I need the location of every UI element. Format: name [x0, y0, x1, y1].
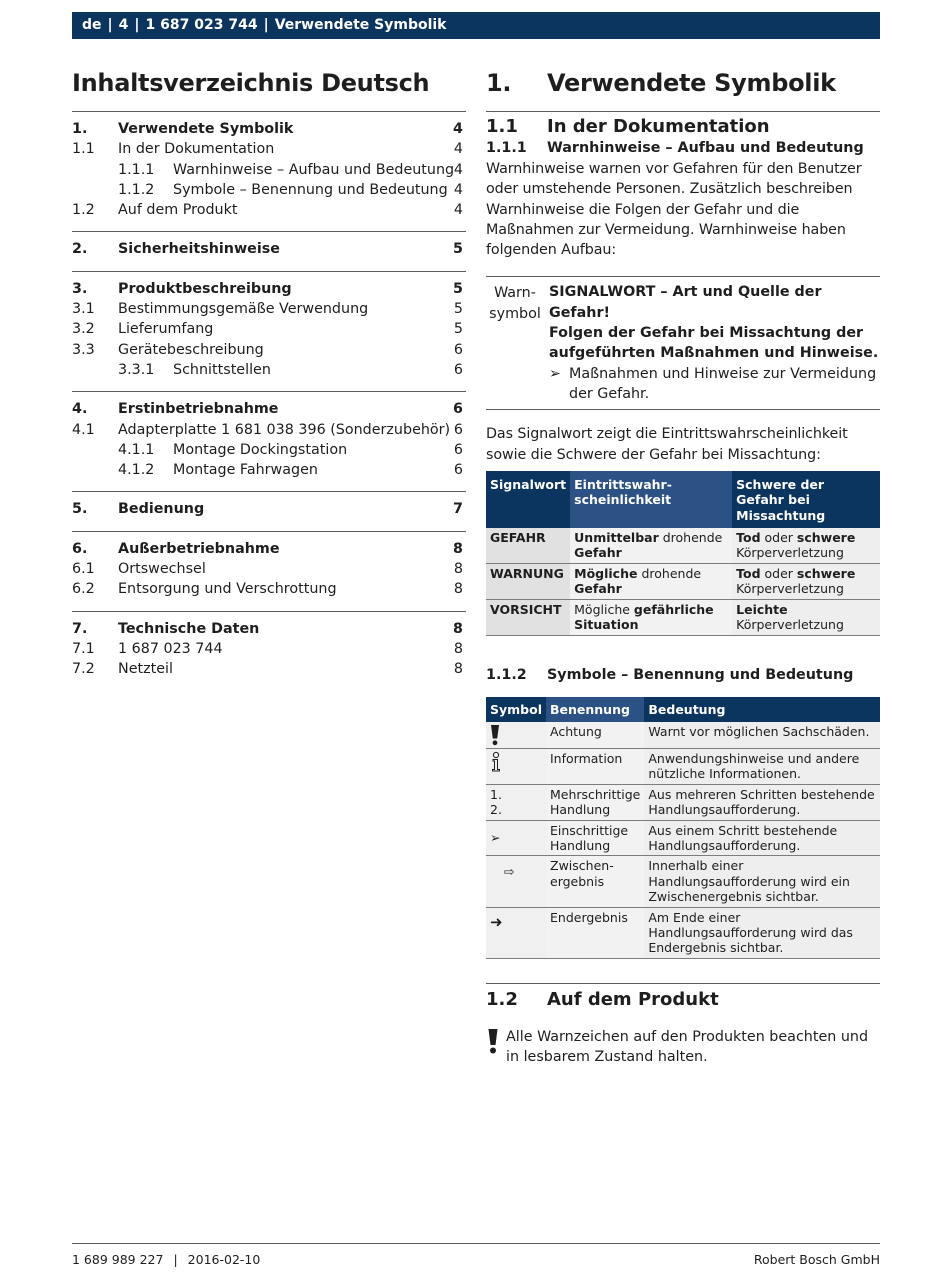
symbol-meaning-cell: Anwendungshinweise und andere nützliche Informationen.	[644, 748, 880, 784]
section-heading-1-1	[486, 115, 880, 139]
section-title: Symbole – Benennung und Bedeutung	[547, 666, 854, 683]
toc-entry-number: 1.1	[72, 141, 95, 158]
warning-symbol-label: Warnsymbol	[489, 285, 541, 322]
severity-emphasis: schwere	[796, 530, 856, 546]
toc-entry-number: 2.	[72, 241, 88, 258]
section-title: Auf dem Produkt	[547, 988, 719, 1010]
column-header-symbol: Symbol	[486, 697, 546, 722]
final-result-arrow-icon: ➜	[490, 912, 503, 931]
table-header-row	[486, 471, 880, 528]
table-row	[486, 563, 880, 599]
severity-emphasis: Tod	[736, 530, 761, 546]
toc-entry-label: Symbole – Benennung und Bedeutung	[173, 181, 448, 198]
section-heading-1	[486, 66, 880, 100]
toc-entry-page: 8	[453, 661, 463, 678]
toc-entry[interactable]	[72, 659, 466, 679]
page-footer	[72, 1243, 880, 1267]
column-header-meaning: Bedeutung	[644, 697, 880, 722]
symbol-name-cell: Zwischenergebnis	[546, 856, 644, 907]
probability-emphasis: Mögliche	[574, 565, 638, 581]
section-number: 1.2	[486, 988, 518, 1010]
probability-emphasis: gefährliche Situation	[574, 601, 714, 633]
toc-entry-page: 6	[453, 341, 463, 358]
toc-section	[72, 231, 466, 270]
column-header-signal-word: Signalwort	[486, 471, 570, 528]
toc-entry-label: Montage Dockingstation	[173, 441, 348, 458]
section-number: 1.1.2	[486, 666, 527, 683]
footer-left	[72, 1252, 260, 1268]
toc-entry-page: 4	[453, 161, 463, 178]
symbol-cell	[486, 820, 546, 856]
toc-entry-label: Gerätebeschreibung	[118, 341, 264, 358]
toc-entry[interactable]	[72, 139, 466, 159]
toc-entry-page: 4	[453, 141, 463, 158]
toc-entry-number: 6.1	[72, 561, 95, 578]
signal-word-cell: WARNUNG	[486, 563, 570, 599]
consequences-line: Folgen der Gefahr bei Missachtung der aufgeführten Maßnahmen und Hinweise.	[549, 325, 879, 362]
toc-entry-number: 3.2	[72, 321, 95, 338]
toc-entry-label: In der Dokumentation	[118, 141, 275, 158]
symbol-meaning-cell: Am Ende einer Handlungsaufforderung wird das Endergebnis sichtbar.	[644, 907, 880, 958]
probability-text: drohende	[637, 565, 702, 581]
action-text: Maßnahmen und Hinweise zur Vermeidung der Gefahr.	[569, 365, 877, 402]
toc-entry-number: 3.	[72, 280, 88, 297]
toc-entry-page: 6	[453, 462, 463, 479]
symbol-table-body	[486, 722, 880, 958]
toc-entry[interactable]	[72, 279, 466, 299]
header-page: 4	[118, 17, 129, 33]
toc-entry-label: Technische Daten	[118, 620, 260, 637]
toc-section	[72, 491, 466, 530]
footer-separator: |	[173, 1252, 178, 1267]
toc-entry-page: 6	[453, 441, 463, 458]
symbol-meaning-cell: Aus einem Schritt bestehende Handlungsaufforderung.	[644, 820, 880, 856]
toc-entry-number: 4.1.1	[118, 441, 155, 458]
toc-entry-label: Ortswechsel	[118, 561, 206, 578]
toc-entry[interactable]	[72, 460, 466, 480]
toc-entry-number: 3.3	[72, 341, 95, 358]
toc-entry-number: 7.1	[72, 640, 95, 657]
toc-entry[interactable]	[72, 619, 466, 639]
toc-entry-page: 8	[453, 581, 463, 598]
section-title: Warnhinweise – Aufbau und Bedeutung	[547, 140, 864, 156]
column-header-probability: Eintrittswahrscheinlichkeit	[570, 471, 732, 528]
toc-entry-label: Erstinbetriebnahme	[118, 401, 279, 418]
symbol-meaning-cell: Warnt vor möglichen Sachschäden.	[644, 722, 880, 749]
toc-entry[interactable]	[72, 119, 466, 139]
exclamation-icon	[490, 724, 542, 746]
toc-entry-page: 8	[453, 540, 463, 557]
toc-entry-page: 4	[453, 181, 463, 198]
toc-entry-number: 4.	[72, 401, 88, 418]
probability-emphasis: Gefahr	[574, 545, 622, 561]
signal-word-table	[486, 471, 880, 636]
toc-entry-page: 5	[453, 241, 463, 258]
page-header-bar	[72, 12, 880, 39]
toc-entry-page: 8	[453, 561, 463, 578]
probability-text: Mögliche	[574, 601, 634, 617]
toc-entry-label: Bedienung	[118, 501, 205, 518]
footer-date: 2016-02-10	[187, 1252, 261, 1267]
symbol-table	[486, 697, 880, 959]
toc-entry-label: Außerbetriebnahme	[118, 540, 280, 557]
toc-entry-page: 6	[453, 361, 463, 378]
symbol-name-cell: Mehrschrittige Handlung	[546, 784, 644, 820]
toc-entry-number: 3.1	[72, 301, 95, 318]
toc-entry-page: 4	[453, 202, 463, 219]
signal-word-cell: GEFAHR	[486, 528, 570, 563]
toc-entry-number: 1.	[72, 121, 88, 137]
info-icon	[490, 751, 542, 773]
symbol-cell	[486, 856, 546, 907]
symbol-name-cell: Information	[546, 748, 644, 784]
table-row	[486, 907, 880, 958]
toc-entry-label: Adapterplatte 1 681 038 396 (Sonderzubehör)	[118, 421, 451, 438]
toc-entry[interactable]	[72, 160, 466, 180]
symbol-cell	[486, 907, 546, 958]
severity-cell	[732, 563, 880, 599]
probability-emphasis: Unmittelbar	[574, 530, 659, 546]
header-separator: |	[134, 17, 140, 33]
section-number: 1.1	[486, 116, 518, 137]
exclamation-icon	[487, 1028, 499, 1060]
toc-entry-page: 6	[453, 421, 463, 438]
severity-text: Körperverletzung	[736, 581, 844, 597]
table-row	[486, 820, 880, 856]
section-number: 1.	[486, 69, 512, 97]
toc-entry-page: 5	[453, 280, 463, 297]
toc-entry-number: 6.2	[72, 581, 95, 598]
symbol-cell	[486, 784, 546, 820]
toc-entry-number: 1.2	[72, 202, 95, 219]
probability-text: drohende	[658, 530, 723, 546]
action-line	[549, 364, 880, 405]
toc-entry-label: Bestimmungsgemäße Verwendung	[118, 301, 369, 318]
numbered-steps-icon: 1. 2.	[490, 786, 502, 818]
table-of-contents	[72, 66, 466, 691]
toc-entry-label: Montage Fahrwagen	[173, 462, 318, 479]
toc-entry-label: Lieferumfang	[118, 321, 214, 338]
header-doc-number: 1 687 023 744	[145, 17, 258, 33]
symbol-name-cell: Einschrittige Handlung	[546, 820, 644, 856]
section-title: Verwendete Symbolik	[547, 69, 836, 97]
symbol-name-cell: Achtung	[546, 722, 644, 749]
symbol-cell	[486, 722, 546, 749]
warning-structure-box	[486, 276, 880, 410]
section-heading-1-1-1	[486, 139, 880, 158]
toc-entry-label: Produktbeschreibung	[118, 280, 292, 297]
header-section: Verwendete Symbolik	[274, 17, 447, 33]
table-row	[486, 784, 880, 820]
product-warning-note	[486, 1027, 880, 1068]
toc-entry[interactable]	[72, 440, 466, 460]
toc-section	[72, 611, 466, 691]
table-row	[486, 722, 880, 749]
toc-entry[interactable]	[72, 399, 466, 419]
toc-entry-number: 4.1	[72, 421, 95, 438]
column-header-name: Benennung	[546, 697, 644, 722]
table-row	[486, 599, 880, 635]
toc-entry-number: 6.	[72, 540, 88, 557]
symbol-meaning-cell: Aus mehreren Schritten bestehende Handlungsaufforderung.	[644, 784, 880, 820]
toc-entry-label: 1 687 023 744	[118, 640, 223, 657]
severity-emphasis: Tod	[736, 565, 761, 581]
toc-entry-number: 4.1.2	[118, 462, 155, 479]
toc-section	[72, 111, 466, 231]
severity-text: oder	[760, 530, 797, 546]
toc-entry-label: Sicherheitshinweise	[118, 241, 280, 258]
toc-entry-number: 7.2	[72, 661, 95, 678]
probability-cell	[570, 528, 732, 563]
severity-emphasis: schwere	[796, 565, 856, 581]
toc-entry[interactable]	[72, 200, 466, 220]
symbol-cell	[486, 748, 546, 784]
toc-entry-page: 6	[453, 401, 463, 418]
action-arrow-icon: ➢	[549, 365, 561, 382]
toc-entry-label: Auf dem Produkt	[118, 202, 238, 219]
header-separator: |	[107, 17, 113, 33]
toc-title: Inhaltsverzeichnis Deutsch	[72, 69, 430, 97]
severity-text: Körperverletzung	[736, 545, 844, 561]
header-lang: de	[82, 17, 102, 33]
toc-entry-label: Verwendete Symbolik	[118, 121, 294, 137]
footer-doc-id: 1 689 989 227	[72, 1252, 164, 1267]
single-step-arrow-icon: ➢	[490, 829, 501, 845]
severity-cell	[732, 599, 880, 635]
toc-entry-number: 5.	[72, 501, 88, 518]
toc-entry[interactable]	[72, 499, 466, 519]
toc-entry[interactable]	[72, 639, 466, 659]
toc-section	[72, 391, 466, 491]
toc-entry[interactable]	[72, 539, 466, 559]
toc-entry-number: 7.	[72, 620, 88, 637]
toc-entry-page: 7	[453, 501, 463, 518]
severity-text: Körperverletzung	[736, 617, 844, 633]
header-separator: |	[263, 17, 269, 33]
toc-entry-number: 1.1.1	[118, 161, 155, 178]
probability-cell	[570, 563, 732, 599]
table-row	[486, 528, 880, 563]
divider	[486, 983, 880, 984]
main-content	[486, 66, 880, 1067]
divider	[486, 111, 880, 112]
toc-entry-page: 5	[453, 321, 463, 338]
section-heading-1-1-2	[486, 666, 880, 685]
column-header-severity: Schwere der Gefahr bei Missachtung	[732, 471, 880, 528]
toc-entry-label: Warnhinweise – Aufbau und Bedeutung	[173, 161, 455, 178]
signal-word-cell: VORSICHT	[486, 599, 570, 635]
toc-section	[72, 531, 466, 611]
toc-sections	[72, 111, 466, 691]
section-title: In der Dokumentation	[547, 116, 770, 137]
toc-entry-page: 5	[453, 301, 463, 318]
warning-intro-paragraph: Warnhinweise warnen vor Gefahren für den Benutzer oder umstehende Personen. Zusätzlich beschreiben Warnhinweise die Folgen der Gefahr und die Maßnahmen zur Vermeidung. Warnhinweise haben folgenden Aufbau:	[486, 161, 862, 259]
toc-entry[interactable]	[72, 360, 466, 380]
table-row	[486, 856, 880, 907]
toc-entry-page: 8	[453, 640, 463, 657]
footer-company: Robert Bosch GmbH	[753, 1252, 880, 1267]
severity-cell	[732, 528, 880, 563]
toc-entry[interactable]	[72, 180, 466, 200]
toc-entry[interactable]	[72, 559, 466, 579]
toc-entry[interactable]	[72, 239, 466, 259]
symbol-name-cell: Endergebnis	[546, 907, 644, 958]
signal-table-body	[486, 528, 880, 635]
toc-entry[interactable]	[72, 319, 466, 339]
probability-emphasis: Gefahr	[574, 581, 622, 597]
toc-entry-label: Schnittstellen	[173, 361, 271, 378]
table-header-row	[486, 697, 880, 722]
warning-structure-content	[549, 282, 880, 404]
toc-entry-number: 1.1.2	[118, 181, 155, 198]
severity-text: oder	[760, 565, 797, 581]
probability-cell	[570, 599, 732, 635]
signal-word-line: SIGNALWORT – Art und Quelle der Gefahr!	[549, 284, 822, 321]
toc-section	[72, 271, 466, 391]
product-warning-text: Alle Warnzeichen auf den Produkten beachten und in lesbarem Zustand halten.	[506, 1028, 869, 1066]
section-heading-1-2	[486, 988, 880, 1012]
table-row	[486, 748, 880, 784]
toc-entry[interactable]	[72, 579, 466, 599]
toc-entry-page: 4	[453, 121, 463, 137]
toc-entry-label: Netzteil	[118, 661, 173, 678]
symbol-meaning-cell: Innerhalb einer Handlungsaufforderung wird ein Zwischenergebnis sichtbar.	[644, 856, 880, 907]
toc-entry[interactable]	[72, 340, 466, 360]
toc-entry-label: Entsorgung und Verschrottung	[118, 581, 337, 598]
signal-word-paragraph: Das Signalwort zeigt die Eintrittswahrscheinlichkeit sowie die Schwere der Gefahr bei Missachtung:	[486, 426, 848, 463]
toc-entry[interactable]	[72, 420, 466, 440]
intermediate-result-arrow-icon: ⇨	[504, 864, 515, 880]
toc-entry[interactable]	[72, 299, 466, 319]
toc-entry-page: 8	[453, 620, 463, 637]
severity-emphasis: Leichte	[736, 601, 788, 617]
section-number: 1.1.1	[486, 140, 527, 156]
toc-entry-number: 3.3.1	[118, 361, 155, 378]
